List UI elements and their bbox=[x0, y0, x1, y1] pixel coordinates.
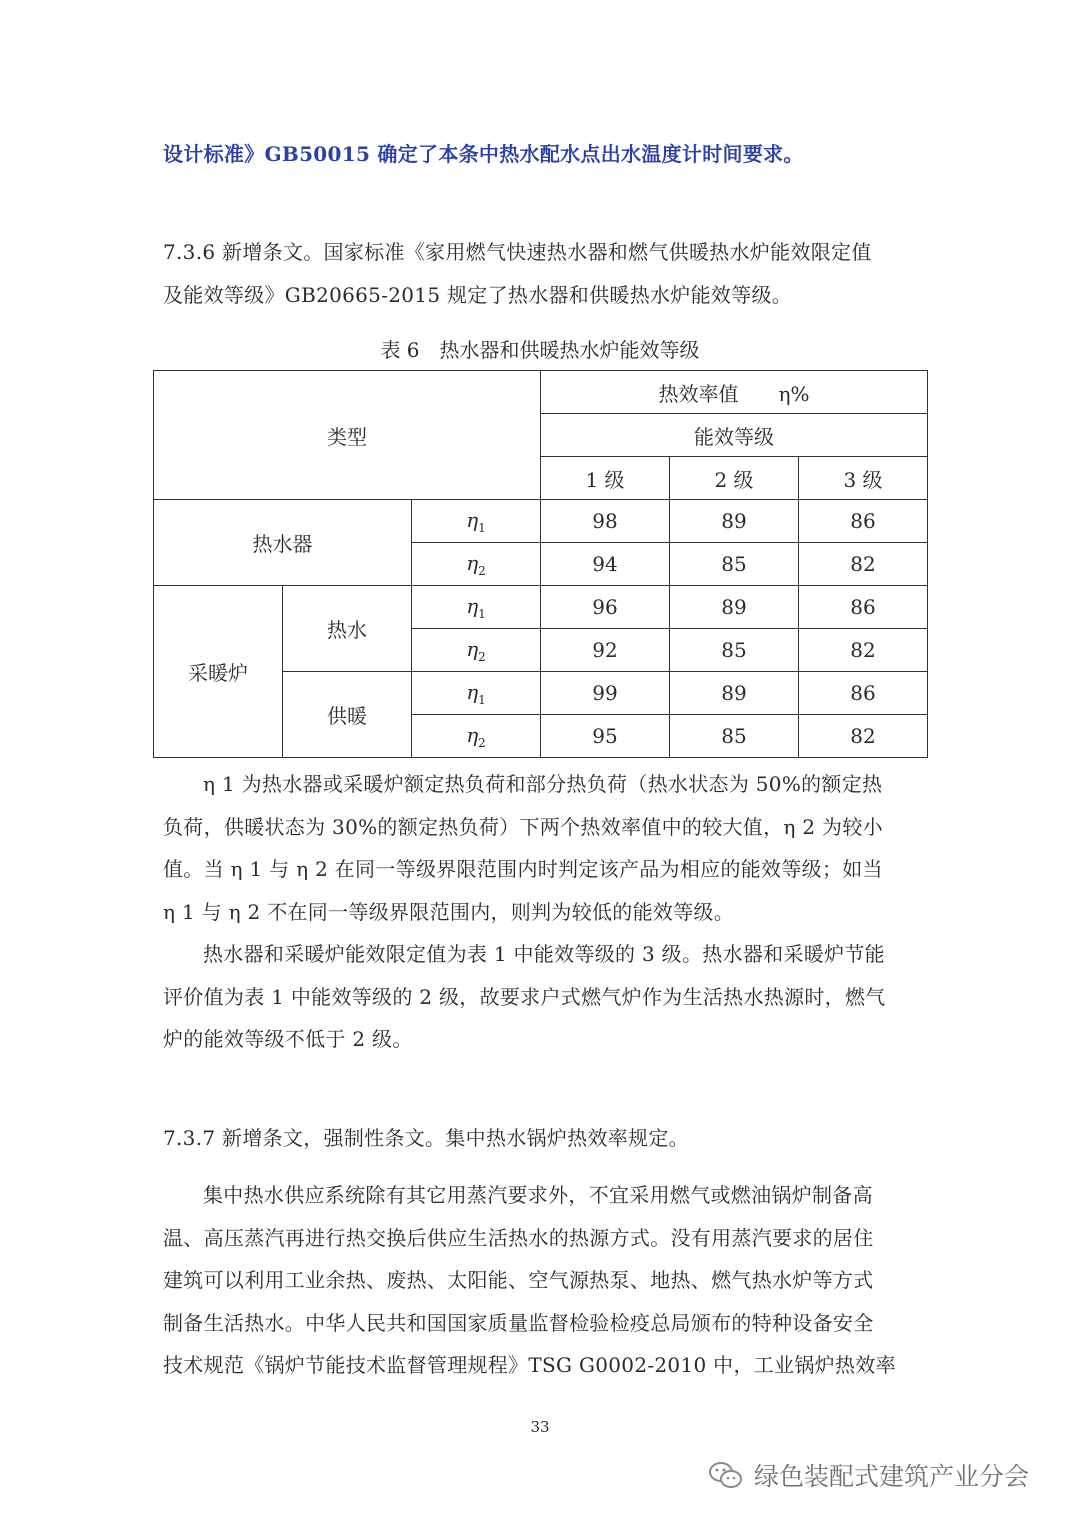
table-row bbox=[154, 586, 928, 629]
table-cell: 89 bbox=[670, 500, 799, 543]
section-737-line-5: 技术规范《锅炉节能技术监督管理规程》TSG G0002-2010 中，工业锅炉热效率 bbox=[163, 1353, 896, 1377]
table-cell: 96 bbox=[541, 586, 670, 629]
wechat-icon bbox=[708, 1460, 744, 1490]
table-cell: 89 bbox=[670, 672, 799, 715]
table-cell: 85 bbox=[670, 543, 799, 586]
section-737-heading: 7.3.7 新增条文，强制性条文。集中热水锅炉热效率规定。 bbox=[163, 1126, 689, 1150]
section-736-line-2: 及能效等级》GB20665-2015 规定了热水器和供暖热水炉能效等级。 bbox=[163, 283, 793, 307]
water-heater-label: 热水器 bbox=[154, 500, 412, 586]
heating-label: 供暖 bbox=[283, 672, 412, 758]
table-row bbox=[154, 500, 928, 543]
section-737-line-1: 集中热水供应系统除有其它用蒸汽要求外，不宜采用燃气或燃油锅炉制备高 bbox=[203, 1183, 873, 1207]
page-number: 33 bbox=[530, 1418, 550, 1436]
eta1-label: $\eta_1$ bbox=[412, 500, 541, 543]
table-cell: 82 bbox=[799, 715, 928, 758]
continued-paragraph-line: 设计标准》GB50015 确定了本条中热水配水点出水温度计时间要求。 bbox=[163, 142, 804, 166]
table-cell: 82 bbox=[799, 629, 928, 672]
notes-line-7: 炉的能效等级不低于 2 级。 bbox=[163, 1027, 413, 1051]
notes-line-1: η 1 为热水器或采暖炉额定热负荷和部分热负荷（热水状态为 50%的额定热 bbox=[203, 772, 883, 796]
section-737-line-4: 制备生活热水。中华人民共和国国家质量监督检验检疫总局颁布的特种设备安全 bbox=[163, 1311, 874, 1335]
eta2-label: $\eta_2$ bbox=[412, 629, 541, 672]
eta1-label: $\eta_1$ bbox=[412, 586, 541, 629]
section-737-line-2: 温、高压蒸汽再进行热交换后供应生活热水的热源方式。没有用蒸汽要求的居住 bbox=[163, 1226, 874, 1250]
header-grade-1: 1 级 bbox=[541, 457, 670, 500]
watermark-text: 绿色装配式建筑产业分会 bbox=[754, 1462, 1030, 1491]
header-efficiency: 热效率值 η% bbox=[541, 371, 928, 414]
heating-boiler-label: 采暖炉 bbox=[154, 586, 283, 758]
table-cell: 86 bbox=[799, 672, 928, 715]
table-cell: 95 bbox=[541, 715, 670, 758]
table-cell: 86 bbox=[799, 500, 928, 543]
notes-line-6: 评价值为表 1 中能效等级的 2 级，故要求户式燃气炉作为生活热水热源时，燃气 bbox=[163, 985, 886, 1009]
eta2-label: $\eta_2$ bbox=[412, 715, 541, 758]
header-grade: 能效等级 bbox=[541, 414, 928, 457]
table-caption: 表 6 热水器和供暖热水炉能效等级 bbox=[380, 338, 700, 362]
notes-line-5: 热水器和采暖炉能效限定值为表 1 中能效等级的 3 级。热水器和采暖炉节能 bbox=[203, 942, 885, 966]
efficiency-table bbox=[153, 370, 928, 758]
eta2-label: $\eta_2$ bbox=[412, 543, 541, 586]
table-cell: 85 bbox=[670, 629, 799, 672]
notes-line-2: 负荷，供暖状态为 30%的额定热负荷）下两个热效率值中的较大值，η 2 为较小 bbox=[163, 815, 883, 839]
table-cell: 94 bbox=[541, 543, 670, 586]
table-cell: 89 bbox=[670, 586, 799, 629]
notes-line-3: 值。当 η 1 与 η 2 在同一等级界限范围内时判定该产品为相应的能效等级；如当 bbox=[163, 857, 883, 881]
header-grade-2: 2 级 bbox=[670, 457, 799, 500]
hot-water-label: 热水 bbox=[283, 586, 412, 672]
eta1-label: $\eta_1$ bbox=[412, 672, 541, 715]
table-cell: 85 bbox=[670, 715, 799, 758]
table-cell: 86 bbox=[799, 586, 928, 629]
section-737-line-3: 建筑可以利用工业余热、废热、太阳能、空气源热泵、地热、燃气热水炉等方式 bbox=[163, 1268, 874, 1292]
notes-line-4: η 1 与 η 2 不在同一等级界限范围内，则判为较低的能效等级。 bbox=[163, 900, 735, 924]
table-cell: 99 bbox=[541, 672, 670, 715]
table-cell: 82 bbox=[799, 543, 928, 586]
header-type: 类型 bbox=[154, 371, 541, 500]
section-736-line-1: 7.3.6 新增条文。国家标准《家用燃气快速热水器和燃气供暖热水炉能效限定值 bbox=[163, 240, 872, 264]
header-grade-3: 3 级 bbox=[799, 457, 928, 500]
table-cell: 98 bbox=[541, 500, 670, 543]
watermark bbox=[708, 1457, 1029, 1493]
table-cell: 92 bbox=[541, 629, 670, 672]
